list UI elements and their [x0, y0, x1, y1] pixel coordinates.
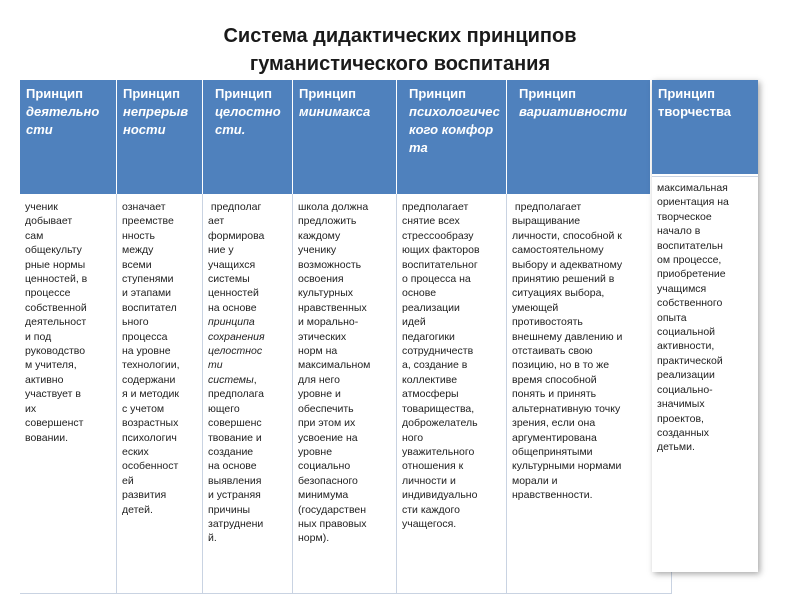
header-integrity: Принцип целостности. — [203, 80, 293, 194]
header-activity: Принцип деятельности — [20, 80, 117, 194]
title-line-1: Система дидактических принципов — [223, 25, 577, 47]
cell-creativity: максимальная ориентация на творческое начало в воспитательн ом процессе, приобретение учащимся собственного опыта социальной активности, практической реализации социально- значимых проектов, созданных детьми. — [652, 176, 758, 572]
cell-integrity: предполаг ает формирова ние у учащихся системы ценностей на основе принципа сохранения целостнос ти системы, предполага ющего совершенс твование и создание на основе выявления и устраняя причины затруднени й. — [203, 194, 293, 594]
cell-variability: предполагает выращивание личности, способной к самостоятельному выбору и адекватному принятию решений в ситуациях выбора, умеющей противостоять внешнему давлению и отстаивать свою позицию, но в то же время способной понять и принять альтернативную точку зрения, если она аргументирована общепринятыми культурными нормами морали и нравственности. — [507, 194, 672, 594]
slide-title — [0, 22, 800, 78]
title-line-2: гуманистического воспитания — [249, 53, 551, 75]
cell-comfort: предполагает снятие всех стрессообразу ющих факторов воспитательног о процесса на основе реализации идей педагогики сотрудничеств а, создание в коллективе атмосферы товарищества, доброжелатель ного уважительного отношения к личности и индивидуально сти каждого учащегося. — [397, 194, 507, 594]
header-comfort: Принцип психологического комфорта — [397, 80, 507, 194]
cell-activity: ученик добывает сам общекульту рные нормы ценностей, в процессе собственной деятельност и под руководство м учителя, активно участвует в их совершенст вовании. — [20, 194, 117, 594]
header-minimax: Принцип минимакса — [293, 80, 397, 194]
table-header-row — [20, 80, 760, 194]
header-variability: Принцип вариативности — [507, 80, 651, 194]
creativity-card — [652, 80, 758, 572]
cell-continuity: означает преемстве нность между всеми ступенями и этапами воспитател ьного процесса на уровне технологии, содержани я и методик с учетом возрастных психологич еских особенност ей развития детей. — [117, 194, 203, 594]
header-continuity: Принцип непрерывности — [117, 80, 203, 194]
cell-minimax: школа должна предложить каждому ученику возможность освоения культурных нравственных и морально- этических норм на максимальном для него уровне и обеспечить при этом их усвоение на уровне социально безопасного минимума (государствен ных правовых норм). — [293, 194, 397, 594]
table-body-row — [20, 194, 760, 594]
header-creativity: Принцип творчества — [652, 80, 758, 174]
